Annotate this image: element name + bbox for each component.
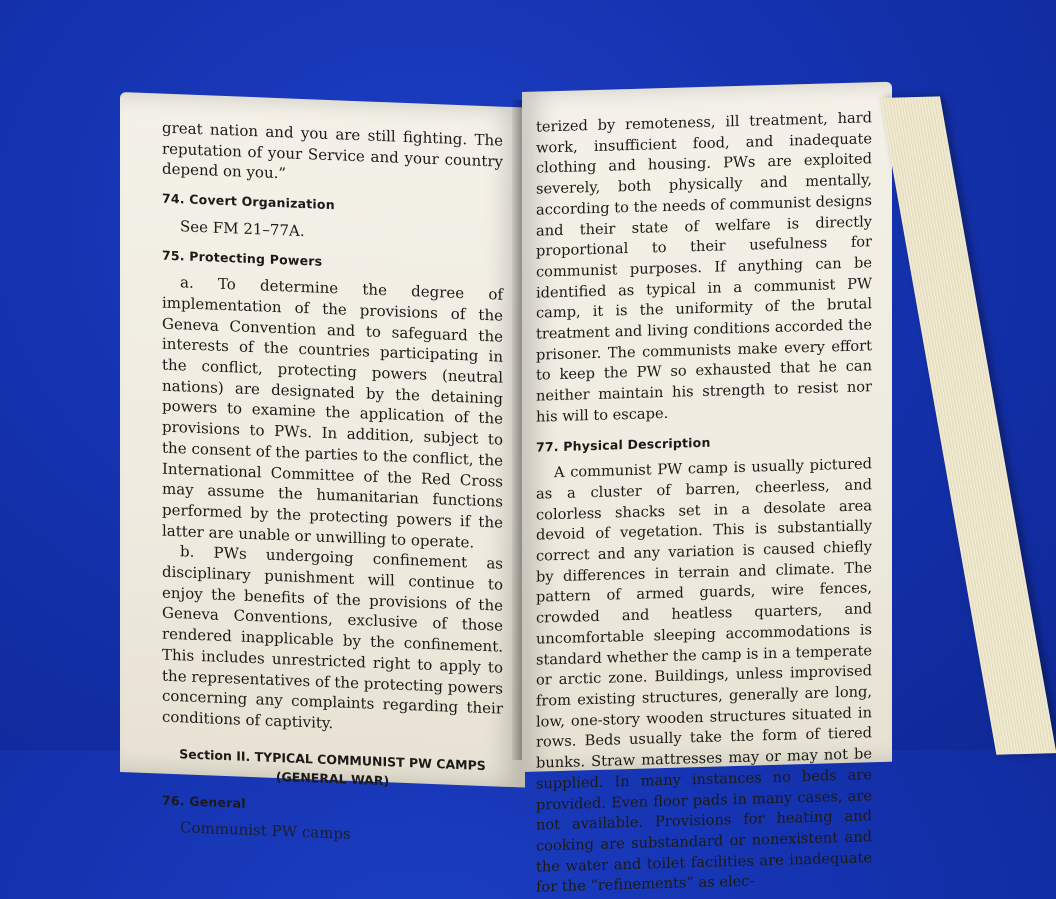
opening-quote: great nation and you are still fighting. The reputation of your Service and your country depend on you.” <box>162 118 503 183</box>
para75-b: b. PWs undergoing confinement as disciplinary punishment will continue to enjoy the benefits of the provisions of the Geneva Conventions, exclusive of those rendered inapplicable by the confinement. This includes unrestricted right to apply to the representatives of the protecting powers concerning any complaints regarding their conditions of captivity. <box>162 542 503 733</box>
left-page-text <box>162 118 503 851</box>
section-heading <box>162 743 503 794</box>
left-page <box>120 92 525 844</box>
para75-a: a. To determine the degree of implementation of the provisions of the Geneva Convention and to safeguard the interests of the countries participating in the conflict, protecting powers (neutral nations) are designated by the detaining powers to examine the application of the provisions to PWs. In addition, subject to the consent of the parties to the conflict, the International Committee of the Red Cross may assume the humanitarian functions performed by the protecting powers if the latter are unable or unwilling to operate. <box>162 273 503 552</box>
para76-text: Communist PW camps <box>180 818 351 844</box>
continuation-text: terized by remoteness, ill treatment, hard work, insufficient food, and inadequate clothing and housing. PWs are exploited severely, both physically and mentally, according to the needs of communist designs and their state of welfare is directly proportional to their usefulness for communist purposes. If anything can be identified as typical in a communist PW camp, it is the uniformity of the brutal treatment and living conditions accorded the prisoner. The communists make every effort to keep the PW so exhausted that he can neither maintain his strength to resist nor his will to escape. <box>536 109 872 426</box>
para76-heading: 76. General <box>162 792 246 811</box>
para74-text: See FM 21–77A. <box>180 217 305 240</box>
para77-text: A communist PW camp is usually pictured as a cluster of barren, cheerless, and colorless shacks set in a desolate area devoid of vegetation. This is substantially correct and any variation is caused chiefly by differences in terrain and climate. The pattern of armed guards, wire fences, crowded and heatless quarters, and uncomfortable sleeping accommodations is standard whether the camp is in a temperate or arctic zone. Buildings, unless improvised from existing structures, generally are long, low, one-story wooden structures situated in rows. Beds usually take the form of tiered bunks. Straw mattresses may or may not be supplied. In many instances no beds are provided. Even floor pads in many cases, are not available. Provisions for heating and cooking are substandard or nonexistent and the water and toilet facilities are inadequate for the “refinements” as elec- <box>536 455 872 896</box>
right-page-text <box>536 108 872 898</box>
para77-heading: 77. Physical Description <box>536 434 711 455</box>
para74-heading: 74. Covert Organization <box>162 190 335 213</box>
page-edges <box>880 96 1056 754</box>
section-title-line1: TYPICAL COMMUNIST PW CAMPS <box>254 748 486 773</box>
section-title-line2: (GENERAL WAR) <box>275 768 390 789</box>
section-label: Section II. <box>179 745 251 764</box>
para75-heading: 75. Protecting Powers <box>162 247 323 269</box>
right-page <box>522 82 892 896</box>
